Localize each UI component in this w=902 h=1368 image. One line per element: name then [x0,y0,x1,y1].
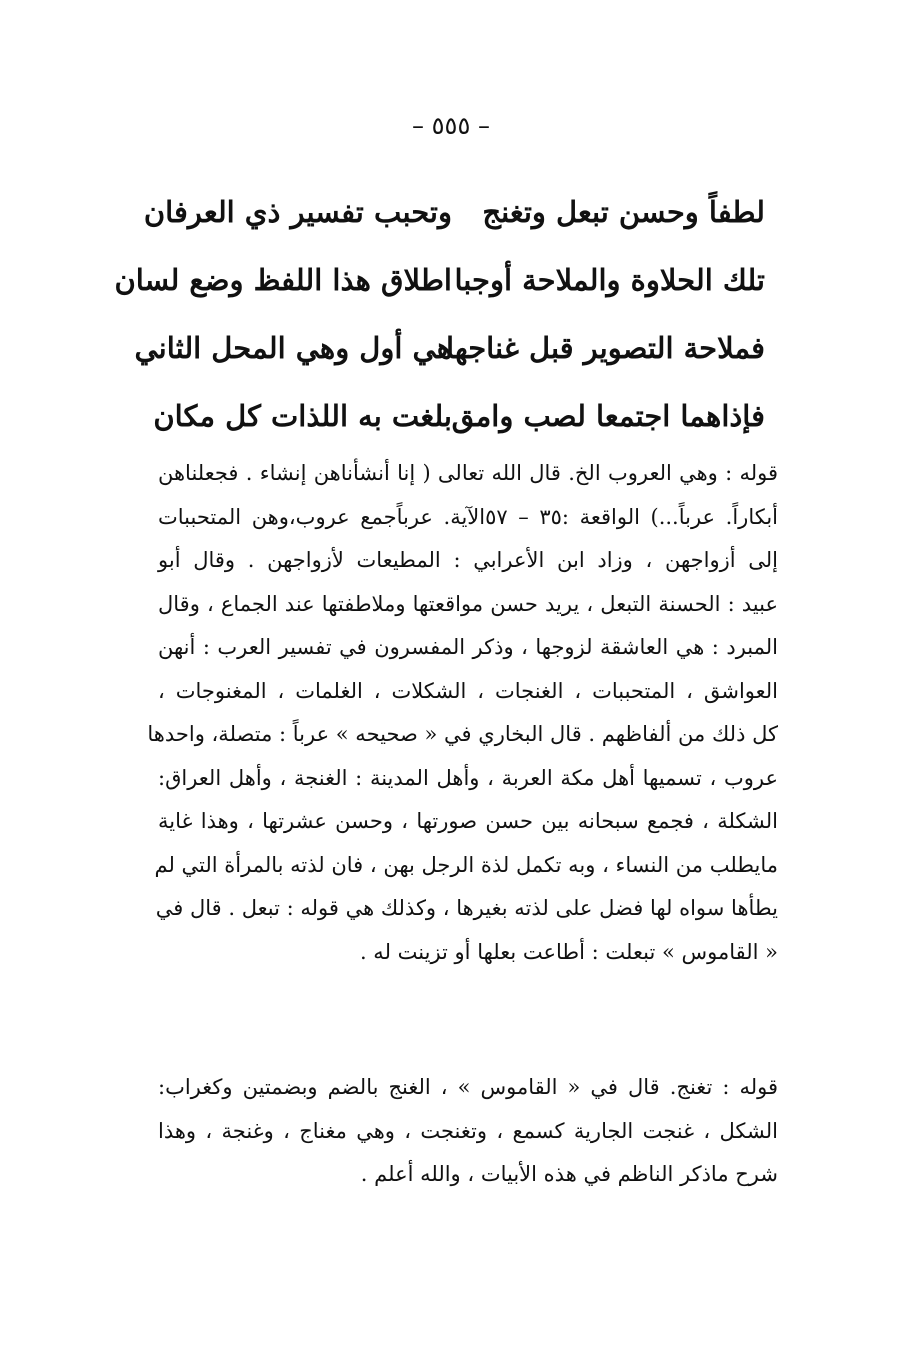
commentary-line: عبيد : الحسنة التبعل ، يريد حسن مواقعتها وملاطفتها عند الجماع ، وقال [158,591,778,616]
verse-first-hemistich: لطفاً وحسن تبعل وتغنج [482,195,765,229]
verse-first-hemistich: فإذاهما اجتمعا لصب وامق [451,399,765,433]
verse-first-hemistich: تلك الحلاوة والملاحة أوجبا [454,263,765,297]
commentary-line: « القاموس » تبعلت : أطاعت بعلها أو تزينت له . [359,939,778,964]
commentary-line: العواشق ، المتحببات ، الغنجات ، الشكلات ، الغلمات ، المغنوجات ، [158,678,778,703]
commentary-line: يطأها سواه لها فضل على لذته بغيرها ، وكذلك هي قوله : تبعل . قال في [155,896,778,920]
commentary-line: قوله : تغنج. قال في « القاموس » ، الغنج بالضم وبضمتين وكغراب: [158,1075,778,1099]
commentary-line: عروب ، تسميها أهل مكة العربة ، وأهل المدينة : الغنجة ، وأهل العراق: [158,765,778,790]
commentary-line: المبرد : هي العاشقة لزوجها ، وذكر المفسرون في تفسير العرب : أنهن [158,635,778,659]
commentary-line: الشكلة ، فجمع سبحانه بين حسن صورتها ، وحسن عشرتها ، وهذا غاية [158,809,778,833]
verse-second-hemistich: وتحبب تفسير ذي العرفان [143,195,452,229]
commentary-line: قوله : وهي العروب الخ. قال الله تعالى ( إنا أنشأناهن إنشاء . فجعلناهن [158,461,778,485]
commentary-line: أبكاراً. عرباً...) الواقعة :٣٥ – ٥٧الآية. عرباًجمع عروب،وهن المتحببات [158,504,778,529]
commentary-line: كل ذلك من ألفاظهم . قال البخاري في « صحيحه » عرباً : متصلة، واحدها [147,722,778,746]
verse [153,382,765,450]
commentary-line: إلى أزواجهن ، وزاد ابن الأعرابي : المطيعات لأزواجهن . وقال أبو [158,548,778,572]
verse-second-hemistich: بلغت به اللذات كل مكان [153,399,452,433]
commentary-paragraph [147,452,778,974]
commentary-paragraph [158,1066,778,1197]
verse [134,314,765,382]
commentary-line: شرح ماذكر الناظم في هذه الأبيات ، والله أعلم . [360,1162,778,1186]
verse-second-hemistich: هي أول وهي المحل الثاني [134,331,452,365]
page-number: – ٥٥٥ – [412,112,490,140]
poem [114,178,765,450]
commentary-line: الشكل ، غنجت الجارية كسمع ، وتغنجت ، وهي مغناج ، وغنجة ، وهذا [158,1118,778,1143]
verse [114,246,765,314]
verse [143,178,765,246]
commentary-line: مايطلب من النساء ، وبه تكمل لذة الرجل بهن ، فان لذته بالمرأة التي لم [154,852,778,877]
verse-second-hemistich: اطلاق هذا اللفظ وضع لسان [114,263,452,297]
verse-first-hemistich: فملاحة التصوير قبل غناجها [446,331,765,365]
